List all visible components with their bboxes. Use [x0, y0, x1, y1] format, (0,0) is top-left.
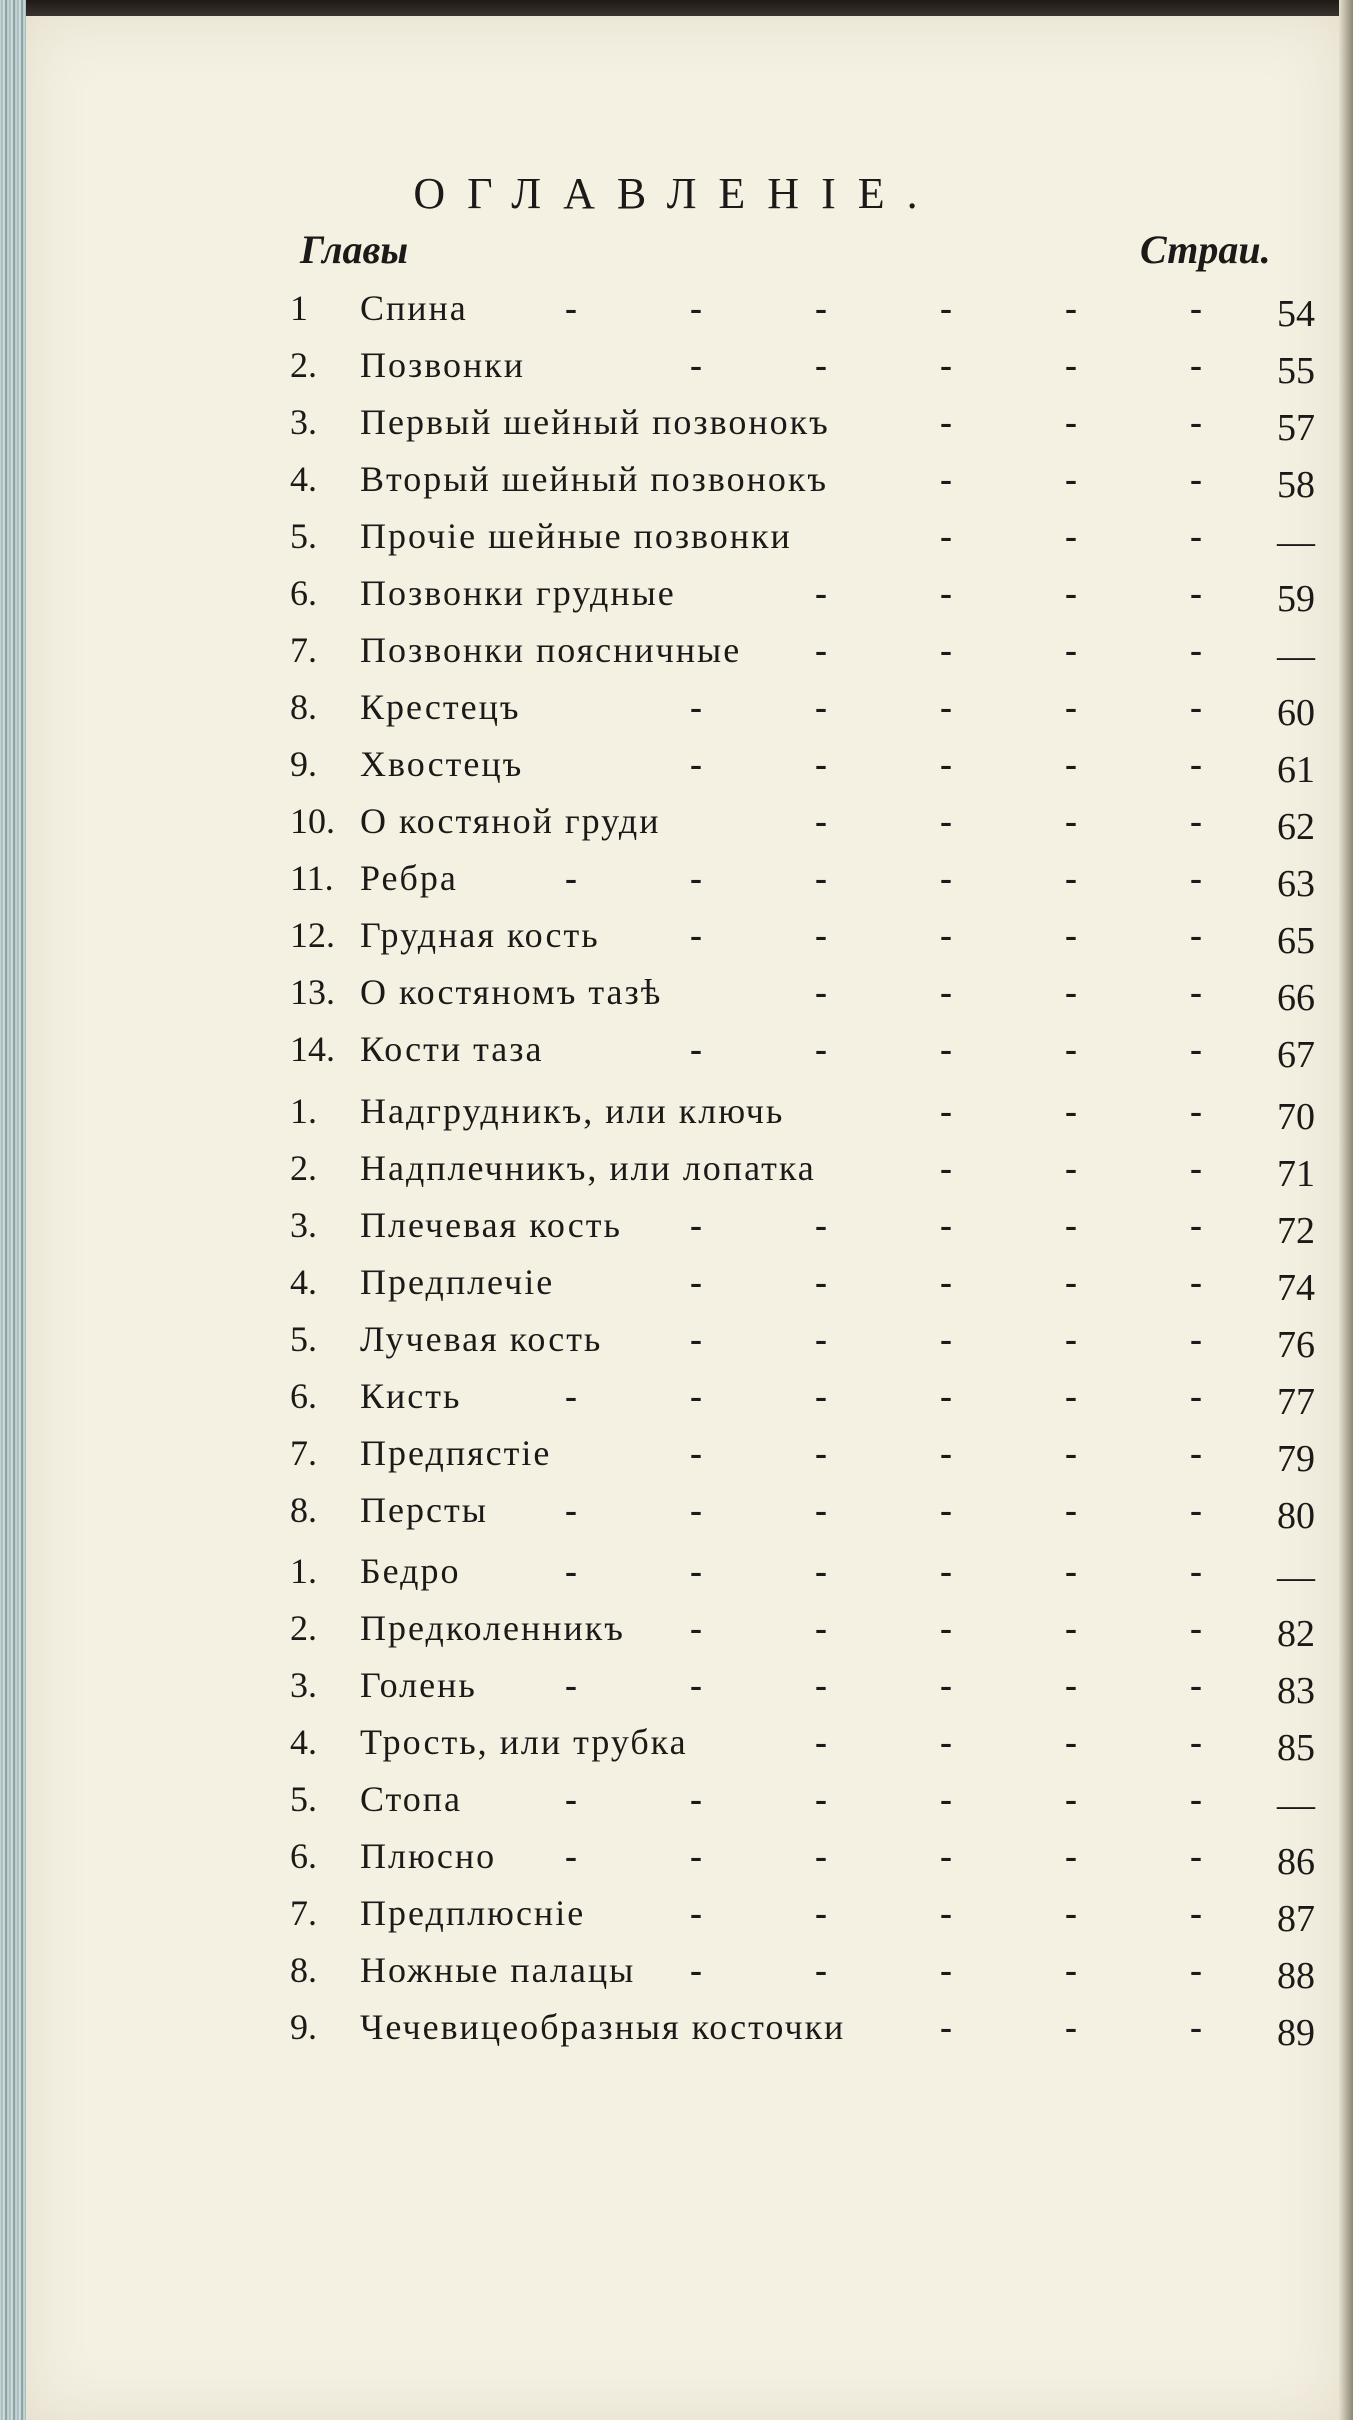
toc-entry	[290, 396, 1315, 449]
entry-number: 7.	[290, 1893, 317, 1933]
toc-entry	[290, 681, 1315, 734]
leader-dash: -	[1190, 1091, 1202, 1131]
leader-dash: -	[1190, 858, 1202, 898]
leader-dash: -	[1065, 744, 1077, 784]
entry-page: 77	[1277, 1381, 1315, 1423]
leader-dash: -	[690, 858, 702, 898]
toc-entry	[290, 1659, 1315, 1712]
leader-dash: -	[940, 1950, 952, 1990]
toc-entry	[290, 738, 1315, 791]
entry-title: Чечевицеобразныя косточки	[360, 2007, 846, 2047]
entry-page: 74	[1277, 1267, 1315, 1309]
entry-number: 5.	[290, 1779, 317, 1819]
leader-dash: -	[1065, 288, 1077, 328]
leader-dash: -	[815, 1893, 827, 1933]
entry-number: 12.	[290, 915, 335, 955]
leader-dash: -	[815, 1551, 827, 1591]
leader-dash: -	[940, 1262, 952, 1302]
entry-page: 83	[1277, 1670, 1315, 1712]
entry-title: Предколенникъ	[360, 1608, 625, 1648]
toc-entry	[290, 909, 1315, 962]
leader-dash: -	[1190, 1376, 1202, 1416]
leader-dash: -	[1190, 1893, 1202, 1933]
entry-number: 3.	[290, 1205, 317, 1245]
entry-title: Надплечникъ, или лопатка	[360, 1148, 816, 1188]
leader-dash: -	[815, 288, 827, 328]
leader-dash: -	[815, 345, 827, 385]
leader-dash: -	[1065, 1148, 1077, 1188]
leader-dash: -	[1065, 915, 1077, 955]
toc-entry	[290, 1199, 1315, 1252]
leader-dash: -	[940, 744, 952, 784]
leader-dash: -	[1065, 1490, 1077, 1530]
leader-dash: -	[940, 1551, 952, 1591]
leader-dash: -	[565, 1779, 577, 1819]
leader-dash: -	[1190, 1490, 1202, 1530]
leader-dash: -	[1065, 345, 1077, 385]
leader-dash: -	[815, 630, 827, 670]
toc-entry	[290, 1602, 1315, 1655]
toc-entry	[290, 510, 1315, 563]
leader-dash: -	[690, 1836, 702, 1876]
entry-page: 61	[1277, 749, 1315, 791]
entry-number: 4.	[290, 1262, 317, 1302]
entry-number: 1	[290, 288, 308, 328]
entry-title: Позвонки	[360, 345, 525, 385]
leader-dash: -	[1065, 1608, 1077, 1648]
leader-dash: -	[1065, 459, 1077, 499]
leader-dash: -	[565, 1490, 577, 1530]
leader-dash: -	[565, 1376, 577, 1416]
leader-dash: -	[1190, 630, 1202, 670]
leader-dash: -	[940, 630, 952, 670]
entry-title: Трость, или трубка	[360, 1722, 688, 1762]
leader-dash: -	[940, 1608, 952, 1648]
leader-dash: -	[1190, 1205, 1202, 1245]
leader-dash: -	[1190, 1319, 1202, 1359]
entry-number: 6.	[290, 1836, 317, 1876]
toc-entry	[290, 1944, 1315, 1997]
entry-title: Персты	[360, 1490, 488, 1530]
leader-dash: -	[565, 1836, 577, 1876]
leader-dash: -	[940, 288, 952, 328]
leader-dash: -	[690, 1262, 702, 1302]
entry-page: 66	[1277, 977, 1315, 1019]
entry-page: 86	[1277, 1841, 1315, 1883]
entry-number: 11.	[290, 858, 334, 898]
toc-entry	[290, 1887, 1315, 1940]
toc-entry	[290, 1256, 1315, 1309]
entry-page: 63	[1277, 863, 1315, 905]
leader-dash: -	[940, 1148, 952, 1188]
entry-number: 4.	[290, 459, 317, 499]
entry-title: Позвонки поясничные	[360, 630, 742, 670]
leader-dash: -	[815, 1836, 827, 1876]
leader-dash: -	[940, 573, 952, 613]
leader-dash: -	[1065, 1433, 1077, 1473]
leader-dash: -	[690, 288, 702, 328]
toc-entry	[290, 966, 1315, 1019]
leader-dash: -	[940, 1779, 952, 1819]
leader-dash: -	[815, 915, 827, 955]
leader-dash: -	[940, 1665, 952, 1705]
toc-entry	[290, 1023, 1315, 1076]
entry-title: Позвонки грудные	[360, 573, 676, 613]
leader-dash: -	[1190, 1433, 1202, 1473]
leader-dash: -	[1190, 402, 1202, 442]
leader-dash: -	[815, 1376, 827, 1416]
entry-number: 1.	[290, 1551, 317, 1591]
entry-number: 9.	[290, 744, 317, 784]
leader-dash: -	[1065, 1091, 1077, 1131]
entry-title: Кисть	[360, 1376, 462, 1416]
leader-dash: -	[1190, 687, 1202, 727]
leader-dash: -	[1190, 1722, 1202, 1762]
entry-page: 55	[1277, 350, 1315, 392]
leader-dash: -	[940, 2007, 952, 2047]
leader-dash: -	[815, 1262, 827, 1302]
leader-dash: -	[815, 1665, 827, 1705]
toc-entry	[290, 1370, 1315, 1423]
toc-entry	[290, 2001, 1315, 2054]
leader-dash: -	[565, 1551, 577, 1591]
leader-dash: -	[815, 573, 827, 613]
toc-entry	[290, 852, 1315, 905]
entry-number: 10.	[290, 801, 335, 841]
entry-title: О костяной груди	[360, 801, 661, 841]
entry-title: Надгрудникъ, или ключь	[360, 1091, 785, 1131]
entry-title: Плечевая кость	[360, 1205, 622, 1245]
entry-title: Хвостецъ	[360, 744, 524, 784]
toc-entry	[290, 1142, 1315, 1195]
leader-dash: -	[940, 1376, 952, 1416]
leader-dash: -	[1065, 858, 1077, 898]
leader-dash: -	[1190, 1608, 1202, 1648]
toc-entry	[290, 1313, 1315, 1366]
leader-dash: -	[690, 744, 702, 784]
leader-dash: -	[940, 402, 952, 442]
leader-dash: -	[690, 1490, 702, 1530]
leader-dash: -	[1065, 630, 1077, 670]
leader-dash: -	[940, 915, 952, 955]
entry-number: 8.	[290, 687, 317, 727]
leader-dash: -	[1190, 345, 1202, 385]
entry-page: 80	[1277, 1495, 1315, 1537]
leader-dash: -	[690, 1551, 702, 1591]
leader-dash: -	[815, 1433, 827, 1473]
leader-dash: -	[1190, 1665, 1202, 1705]
leader-dash: -	[815, 1779, 827, 1819]
leader-dash: -	[815, 801, 827, 841]
leader-dash: -	[1065, 1779, 1077, 1819]
leader-dash: -	[690, 1319, 702, 1359]
entry-number: 1.	[290, 1091, 317, 1131]
toc-entry	[290, 624, 1315, 677]
pages-column-header: Страи.	[1140, 227, 1271, 272]
leader-dash: -	[940, 972, 952, 1012]
entry-page: 54	[1277, 293, 1315, 335]
entry-title: Спина	[360, 288, 468, 328]
leader-dash: -	[1190, 744, 1202, 784]
entry-title: О костяномъ тазѣ	[360, 972, 663, 1012]
leader-dash: -	[1190, 1551, 1202, 1591]
entry-number: 5.	[290, 516, 317, 556]
entry-number: 7.	[290, 1433, 317, 1473]
entry-page: 60	[1277, 692, 1315, 734]
entry-number: 8.	[290, 1490, 317, 1530]
leader-dash: -	[1065, 1319, 1077, 1359]
leader-dash: -	[1065, 972, 1077, 1012]
leader-dash: -	[1190, 1950, 1202, 1990]
leader-dash: -	[1065, 1950, 1077, 1990]
leader-dash: -	[690, 345, 702, 385]
leader-dash: -	[940, 1433, 952, 1473]
leader-dash: -	[1190, 801, 1202, 841]
entry-number: 2.	[290, 1148, 317, 1188]
entry-page: —	[1277, 635, 1315, 677]
leader-dash: -	[1065, 1551, 1077, 1591]
leader-dash: -	[1065, 1029, 1077, 1069]
leader-dash: -	[1065, 1205, 1077, 1245]
leader-dash: -	[690, 915, 702, 955]
leader-dash: -	[690, 1433, 702, 1473]
entry-number: 7.	[290, 630, 317, 670]
leader-dash: -	[1190, 2007, 1202, 2047]
leader-dash: -	[815, 1205, 827, 1245]
toc-entry	[290, 1716, 1315, 1769]
leader-dash: -	[1065, 801, 1077, 841]
toc-entry	[290, 1085, 1315, 1138]
entry-number: 2.	[290, 345, 317, 385]
leader-dash: -	[1065, 1262, 1077, 1302]
entry-title: Стопа	[360, 1779, 463, 1819]
leader-dash: -	[1190, 1779, 1202, 1819]
entry-page: 76	[1277, 1324, 1315, 1366]
entry-page: 71	[1277, 1153, 1315, 1195]
leader-dash: -	[815, 858, 827, 898]
leader-dash: -	[940, 858, 952, 898]
entry-title: Плюсно	[360, 1836, 497, 1876]
leader-dash: -	[940, 1893, 952, 1933]
leader-dash: -	[940, 1836, 952, 1876]
leader-dash: -	[940, 1205, 952, 1245]
leader-dash: -	[1190, 516, 1202, 556]
leader-dash: -	[690, 1779, 702, 1819]
toc-entry	[290, 453, 1315, 506]
leader-dash: -	[1065, 402, 1077, 442]
entry-number: 14.	[290, 1029, 335, 1069]
leader-dash: -	[565, 1665, 577, 1705]
entry-page: 72	[1277, 1210, 1315, 1252]
leader-dash: -	[690, 1608, 702, 1648]
leader-dash: -	[1065, 1665, 1077, 1705]
page-title: ОГЛАВЛЕНІЕ.	[413, 169, 940, 218]
leader-dash: -	[1065, 687, 1077, 727]
entry-page: 79	[1277, 1438, 1315, 1480]
toc-entry	[290, 567, 1315, 620]
entry-title: Предплюсніе	[360, 1893, 586, 1933]
entry-page: 88	[1277, 1955, 1315, 1997]
toc-entry	[290, 1484, 1315, 1537]
entry-page: 70	[1277, 1096, 1315, 1138]
leader-dash: -	[940, 459, 952, 499]
entry-number: 3.	[290, 402, 317, 442]
leader-dash: -	[815, 1490, 827, 1530]
leader-dash: -	[815, 1319, 827, 1359]
leader-dash: -	[690, 1376, 702, 1416]
entry-title: Грудная кость	[360, 915, 600, 955]
leader-dash: -	[940, 1091, 952, 1131]
entry-title: Первый шейный позвонокъ	[360, 402, 830, 442]
entry-title: Ребра	[360, 858, 458, 898]
entry-title: Лучевая кость	[360, 1319, 603, 1359]
entry-number: 9.	[290, 2007, 317, 2047]
leader-dash: -	[690, 687, 702, 727]
entry-title: Вторый шейный позвонокъ	[360, 459, 829, 499]
chapters-column-header: Главы	[300, 227, 409, 272]
leader-dash: -	[690, 1950, 702, 1990]
leader-dash: -	[1190, 1836, 1202, 1876]
leader-dash: -	[1190, 288, 1202, 328]
leader-dash: -	[1190, 1148, 1202, 1188]
entry-number: 5.	[290, 1319, 317, 1359]
leader-dash: -	[1190, 915, 1202, 955]
leader-dash: -	[1190, 972, 1202, 1012]
entry-title: Ножные палацы	[360, 1950, 636, 1990]
leader-dash: -	[940, 801, 952, 841]
leader-dash: -	[565, 288, 577, 328]
leader-dash: -	[815, 972, 827, 1012]
entry-page: 62	[1277, 806, 1315, 848]
leader-dash: -	[690, 1029, 702, 1069]
leader-dash: -	[815, 687, 827, 727]
toc-entry	[290, 339, 1315, 392]
entry-number: 3.	[290, 1665, 317, 1705]
leader-dash: -	[690, 1665, 702, 1705]
leader-dash: -	[565, 858, 577, 898]
toc-entry	[290, 1773, 1315, 1826]
toc-entry	[290, 282, 1315, 335]
toc-entry	[290, 795, 1315, 848]
leader-dash: -	[1065, 2007, 1077, 2047]
entry-title: Голень	[360, 1665, 477, 1705]
entry-page: —	[1277, 1556, 1315, 1598]
toc-entry	[290, 1545, 1315, 1598]
entry-page: 59	[1277, 578, 1315, 620]
entry-page: 67	[1277, 1034, 1315, 1076]
entry-title: Предплечіе	[360, 1262, 555, 1302]
leader-dash: -	[1065, 1722, 1077, 1762]
entry-title: Предпястіе	[360, 1433, 552, 1473]
entry-page: 58	[1277, 464, 1315, 506]
entry-page: —	[1277, 1784, 1315, 1826]
entry-number: 2.	[290, 1608, 317, 1648]
entry-page: 87	[1277, 1898, 1315, 1940]
entry-number: 8.	[290, 1950, 317, 1990]
leader-dash: -	[940, 1029, 952, 1069]
leader-dash: -	[815, 1722, 827, 1762]
entry-number: 13.	[290, 972, 335, 1012]
leader-dash: -	[1065, 1376, 1077, 1416]
leader-dash: -	[815, 744, 827, 784]
leader-dash: -	[940, 1722, 952, 1762]
entry-page: 89	[1277, 2012, 1315, 2054]
leader-dash: -	[940, 1319, 952, 1359]
leader-dash: -	[940, 1490, 952, 1530]
leader-dash: -	[1190, 573, 1202, 613]
entry-title: Бедро	[360, 1551, 461, 1591]
entry-title: Крестецъ	[360, 687, 521, 727]
toc-entry	[290, 1830, 1315, 1883]
leader-dash: -	[940, 687, 952, 727]
leader-dash: -	[1190, 1262, 1202, 1302]
entry-number: 4.	[290, 1722, 317, 1762]
entry-title: Кости таза	[360, 1029, 544, 1069]
entry-page: —	[1277, 521, 1315, 563]
entry-number: 6.	[290, 1376, 317, 1416]
entry-title: Прочіе шейные позвонки	[360, 516, 792, 556]
leader-dash: -	[815, 1608, 827, 1648]
leader-dash: -	[1065, 516, 1077, 556]
leader-dash: -	[690, 1205, 702, 1245]
entry-page: 57	[1277, 407, 1315, 449]
entry-page: 65	[1277, 920, 1315, 962]
leader-dash: -	[1190, 1029, 1202, 1069]
leader-dash: -	[690, 1893, 702, 1933]
leader-dash: -	[815, 1950, 827, 1990]
toc-entry	[290, 1427, 1315, 1480]
leader-dash: -	[1065, 1836, 1077, 1876]
entry-page: 85	[1277, 1727, 1315, 1769]
leader-dash: -	[940, 345, 952, 385]
leader-dash: -	[1065, 573, 1077, 613]
leader-dash: -	[1065, 1893, 1077, 1933]
entry-number: 6.	[290, 573, 317, 613]
leader-dash: -	[940, 516, 952, 556]
leader-dash: -	[1190, 459, 1202, 499]
leader-dash: -	[815, 1029, 827, 1069]
entry-page: 82	[1277, 1613, 1315, 1655]
